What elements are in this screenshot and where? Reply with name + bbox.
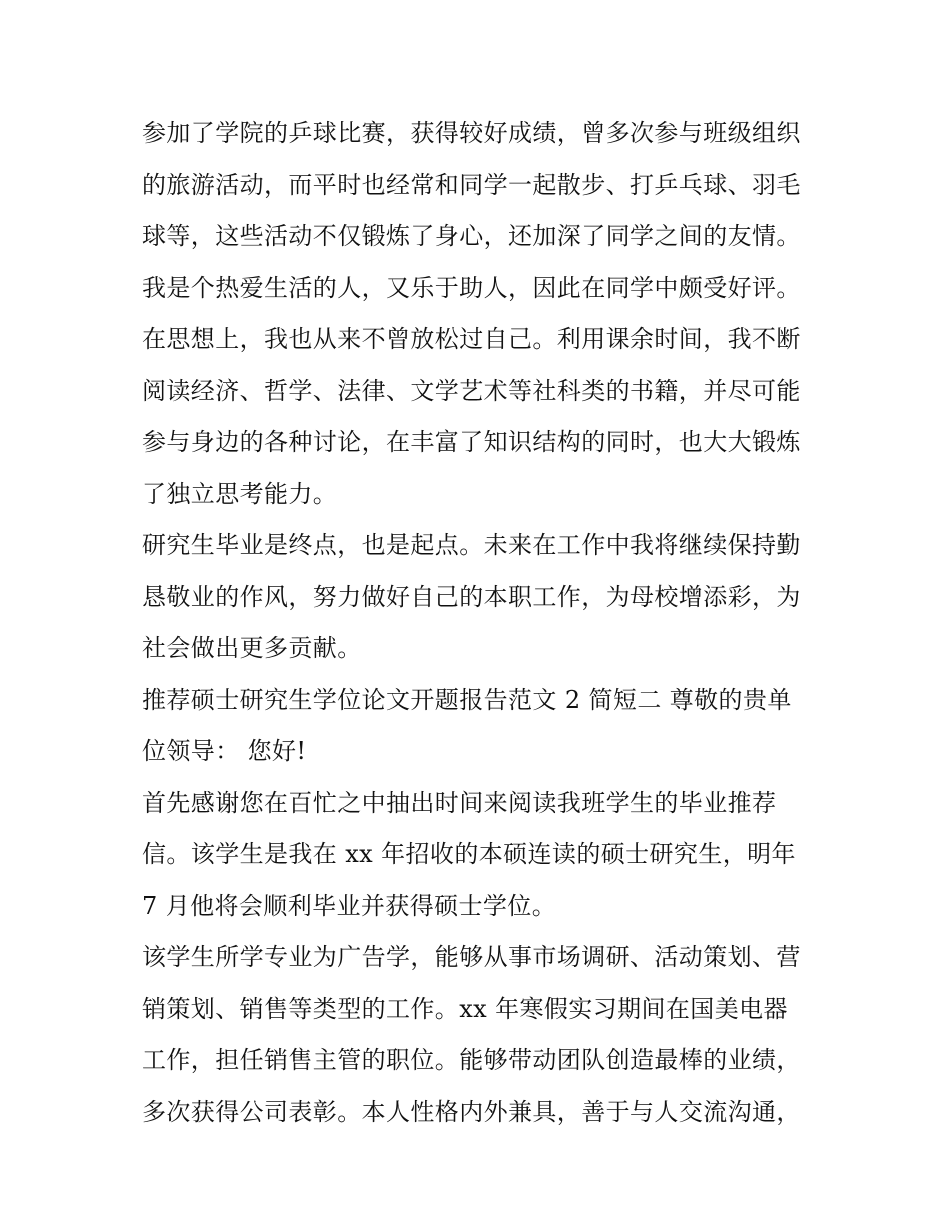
text-line: 首先感谢您在百忙之中抽出时间来阅读我班学生的毕业推荐: [142, 788, 777, 817]
text-line: 了独立思考能力。: [142, 479, 338, 508]
text-line: 社会做出更多贡献。: [142, 634, 362, 662]
text-line: 我是个热爱生活的人，又乐于助人，因此在同学中颇受好评。: [142, 273, 801, 302]
text-line: 的旅游活动，而平时也经常和同学一起散步、打乒乓球、羽毛: [142, 170, 801, 199]
text-line: 多次获得公司表彰。本人性格内外兼具，善于与人交流沟通，: [142, 1097, 801, 1126]
text-line: 工作，担任销售主管的职位。能够带动团队创造最棒的业绩，: [142, 1046, 801, 1074]
text-line: 阅读经济、哲学、法律、文学艺术等社科类的书籍，并尽可能: [142, 376, 801, 405]
text-line: 该学生所学专业为广告学，能够从事市场调研、活动策划、营: [142, 943, 801, 971]
text-line: 在思想上，我也从来不曾放松过自己。利用课余时间，我不断: [142, 325, 801, 353]
text-line: 销策划、销售等类型的工作。xx 年寒假实习期间在国美电器: [142, 994, 788, 1023]
section-heading-line: 推荐硕士研究生学位论文开题报告范文 2 简短二 尊敬的贵单: [142, 685, 792, 714]
text-line: 参加了学院的乒球比赛，获得较好成绩，曾多次参与班级组织: [142, 119, 801, 147]
salutation-line: 位领导： 您好!: [142, 737, 307, 765]
document-body: [142, 108, 822, 1138]
text-line: 7 月他将会顺利毕业并获得硕士学位。: [142, 891, 557, 920]
text-line: 参与身边的各种讨论，在丰富了知识结构的同时，也大大锻炼: [142, 428, 801, 456]
text-line: 恳敬业的作风，努力做好自己的本职工作，为母校增添彩，为: [142, 582, 801, 611]
text-line: 研究生毕业是终点，也是起点。未来在工作中我将继续保持勤: [142, 531, 801, 559]
text-line: 球等，这些活动不仅锻炼了身心，还加深了同学之间的友情。: [142, 222, 801, 250]
text-line: 信。该学生是我在 xx 年招收的本硕连读的硕士研究生，明年: [142, 840, 796, 868]
